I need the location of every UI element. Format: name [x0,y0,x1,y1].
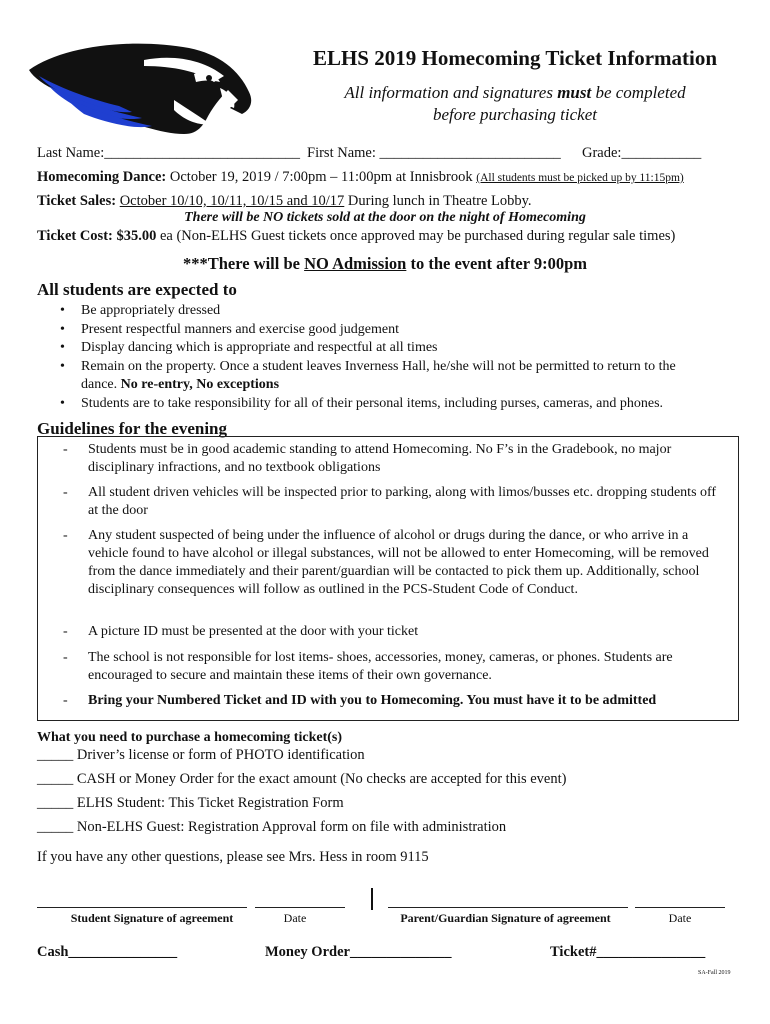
list-item [37,358,747,395]
dance-text: October 19, 2019 / 7:00pm – 11:00pm at Innisbrook [166,169,477,185]
parent-date-line[interactable] [635,907,725,908]
cash-field[interactable]: Cash_______________ [37,944,178,960]
questions-note: If you have any other questions, please see Mrs. Hess in room 9115 [37,849,429,865]
dash-icon: - [63,442,68,457]
guideline-text-bold: Bring your Numbered Ticket and ID with you to Homecoming. You must have it to be admitted [88,693,657,708]
last-name-field[interactable]: Last Name:___________________________ [37,145,300,161]
signature-divider [371,888,373,910]
cost-amount: $35.00 [116,228,157,244]
sales-text: During lunch in Theatre Lobby. [344,193,532,209]
requirement-item[interactable]: _____ ELHS Student: This Ticket Registration Form [37,795,344,811]
student-date-label: Date [283,911,307,925]
list-item-text: Students are to take responsibility for all of their personal items, including purses, cameras, and phones. [81,395,664,411]
ticket-sales [37,193,532,210]
guideline-text: The school is not responsible for lost items- shoes, accessories, money, cameras, or phones. Students are encouraged to secure and maintain these items of their own governance. [88,650,673,683]
student-signature-line[interactable] [37,907,247,908]
requirement-item[interactable]: _____ Driver’s license or form of PHOTO identification [37,747,365,763]
subtitle-line2: before purchasing ticket [433,105,597,124]
dash-icon: - [63,485,68,500]
grade-field[interactable]: Grade:___________ [582,145,702,161]
bullet-icon: • [60,340,65,355]
dash-icon: - [63,650,68,665]
first-name-field[interactable]: First Name: _________________________ [307,145,561,161]
eagle-logo [24,30,264,140]
requirement-item[interactable]: _____ CASH or Money Order for the exact amount (No checks are accepted for this event) [37,771,567,787]
admission-emphasis: NO Admission [304,254,407,273]
guideline-text: Any student suspected of being under the influence of alcohol or drugs during the dance, or who arrive in a vehicle found to have alcohol or illegal substances, will not be allowed to enter Homecoming, will be removed from the dance immediately and their parent/guardian will be contacted to pick them up. Additionally, school disciplinary consequences will follow as outlined in the PCS-Student Code of Conduct. [88,528,709,597]
sales-label: Ticket Sales: [37,193,117,209]
admission-post: to the event after 9:00pm [406,254,588,273]
dance-info [37,169,684,186]
list-item-text: Present respectful manners and exercise good judgement [81,321,400,337]
admission-warning [0,254,770,274]
subtitle-emphasis: must [557,83,592,102]
student-signature-label: Student Signature of agreement [70,911,234,925]
money-order-field[interactable]: Money Order______________ [265,944,452,960]
dance-note: (All students must be picked up by 11:15pm) [476,172,684,184]
guidelines-box [37,436,739,721]
form-code: SA-Fall 2019 [698,970,731,976]
eagle-head-icon [24,30,264,140]
list-item [37,339,747,358]
page-title: ELHS 2019 Homecoming Ticket Information [312,46,718,70]
list-item [37,302,747,321]
guideline-text: All student driven vehicles will be inspected prior to parking, along with limos/busses etc. dropping students off at the door [88,485,717,518]
admission-pre: ***There will be [182,254,305,273]
list-item-text: Be appropriately dressed [81,303,221,318]
sales-dates: October 10/10, 10/11, 10/15 and 10/17 [119,193,345,209]
bullet-icon: • [60,303,65,318]
guidelines-heading: Guidelines for the evening [37,419,227,438]
parent-signature-label: Parent/Guardian Signature of agreement [400,911,611,925]
parent-signature-line[interactable] [388,907,628,908]
subtitle-pre: All information and signatures [344,83,558,102]
list-item-text: Remain on the property. Once a student leaves Inverness Hall, he/she will not be permitted to return to the [81,358,676,374]
ticket-number-field[interactable]: Ticket#_______________ [550,944,706,960]
guideline-text: A picture ID must be presented at the door with your ticket [88,624,419,639]
dash-icon: - [63,624,68,639]
no-door-sales: There will be NO tickets sold at the door on the night of Homecoming [184,210,586,225]
page-subtitle [280,82,750,126]
bullet-icon: • [60,321,65,337]
requirements-heading: What you need to purchase a homecoming ticket(s) [37,730,343,745]
expected-heading: All students are expected to [37,280,237,299]
list-item-continued: dance. [81,377,121,392]
requirement-item[interactable]: _____ Non-ELHS Guest: Registration Approval form on file with administration [37,819,507,835]
dance-label: Homecoming Dance: [37,169,167,185]
bullet-icon: • [60,358,65,374]
bullet-icon: • [60,395,65,411]
cost-label: Ticket Cost: [37,228,113,244]
subtitle-post: be completed [591,83,686,102]
student-date-line[interactable] [255,907,345,908]
list-item-bold: No re-entry, No exceptions [120,377,280,392]
list-item-text: Display dancing which is appropriate and respectful at all times [81,340,438,355]
list-item [37,321,747,340]
dash-icon: - [63,528,68,543]
ticket-cost [37,228,675,245]
dash-icon: - [63,693,68,708]
parent-date-label: Date [668,911,692,925]
cost-text: ea (Non-ELHS Guest tickets once approved may be purchased during regular sale times) [156,228,676,244]
list-item [37,395,747,414]
guideline-text: Students must be in good academic standing to attend Homecoming. No F’s in the Gradebook, no major disciplinary infractions, and no textbook obligations [88,442,672,475]
expected-list [37,302,747,413]
